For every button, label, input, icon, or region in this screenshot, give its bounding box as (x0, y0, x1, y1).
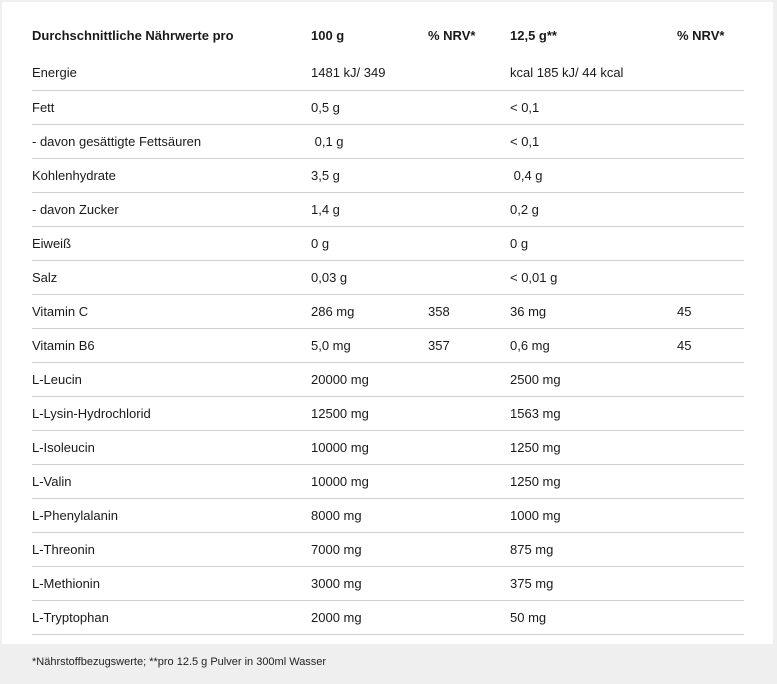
cell-per-serving: 0,2 g (510, 201, 539, 217)
cell-per-100g: 5,0 mg (311, 337, 351, 353)
cell-nutrient: L-Methionin (32, 575, 100, 591)
cell-nrv-serving (677, 124, 744, 158)
table-row (32, 192, 744, 226)
cell-nrv-serving (677, 532, 744, 566)
cell-nrv-100g (428, 498, 510, 532)
cell-nrv-serving (677, 396, 744, 430)
cell-nrv-serving (677, 464, 744, 498)
cell-nrv-serving (677, 192, 744, 226)
cell-nrv-100g (428, 532, 510, 566)
cell-nrv-100g (428, 566, 510, 600)
table-body (32, 56, 744, 634)
cell-nrv-100g: 358 (428, 303, 450, 319)
cell-nrv-serving: 45 (677, 337, 692, 353)
cell-nutrient: L-Valin (32, 473, 72, 489)
cell-nrv-100g (428, 158, 510, 192)
cell-nutrient: L-Phenylalanin (32, 507, 119, 523)
header-nrv-100g: % NRV* (428, 27, 476, 43)
cell-per-100g: 0,1 g (311, 133, 344, 149)
table-row (32, 226, 744, 260)
table-row (32, 464, 744, 498)
cell-nutrient: Eiweiß (32, 235, 72, 251)
cell-per-serving: 375 mg (510, 575, 554, 591)
cell-nutrient: - davon Zucker (32, 201, 119, 217)
header-per-100g: 100 g (311, 27, 345, 43)
cell-nrv-serving (677, 260, 744, 294)
table-row (32, 430, 744, 464)
cell-nrv-100g: 357 (428, 337, 450, 353)
cell-nrv-100g (428, 600, 510, 634)
cell-nutrient: L-Tryptophan (32, 609, 109, 625)
nutrition-panel (2, 2, 773, 644)
cell-nrv-100g (428, 56, 510, 90)
cell-per-serving: 1000 mg (510, 507, 561, 523)
cell-nrv-serving: 45 (677, 303, 692, 319)
cell-nutrient: Kohlenhydrate (32, 167, 116, 183)
cell-nutrient: L-Leucin (32, 371, 82, 387)
cell-nutrient: L-Lysin-Hydrochlorid (32, 405, 151, 421)
table-row (32, 260, 744, 294)
cell-nutrient: Energie (32, 65, 77, 81)
footnote: *Nährstoffbezugswerte; **pro 12.5 g Pulver in 300ml Wasser (32, 656, 327, 668)
cell-per-serving: 50 mg (510, 609, 547, 625)
cell-nrv-serving (677, 158, 744, 192)
cell-per-100g: 7000 mg (311, 541, 362, 557)
cell-nrv-100g (428, 192, 510, 226)
table-row (32, 498, 744, 532)
cell-per-serving: 1563 mg (510, 405, 561, 421)
cell-per-serving: 0 g (510, 235, 529, 251)
table-row (32, 532, 744, 566)
cell-per-100g: 286 mg (311, 303, 355, 319)
table-row (32, 158, 744, 192)
header-per-serving: 12,5 g** (510, 27, 557, 43)
cell-nrv-serving (677, 600, 744, 634)
cell-per-serving: kcal 185 kJ/ 44 kcal (510, 65, 624, 81)
cell-per-serving: 875 mg (510, 541, 554, 557)
cell-nrv-serving (677, 56, 744, 90)
table-row (32, 294, 744, 328)
cell-nutrient: - davon gesättigte Fettsäuren (32, 133, 202, 149)
table-header-row (32, 16, 744, 56)
cell-nutrient: L-Isoleucin (32, 439, 95, 455)
cell-nrv-100g (428, 90, 510, 124)
cell-per-100g: 2000 mg (311, 609, 362, 625)
cell-nrv-100g (428, 124, 510, 158)
cell-nutrient: L-Threonin (32, 541, 95, 557)
cell-per-100g: 0,5 g (311, 99, 340, 115)
table-row (32, 396, 744, 430)
table-row (32, 328, 744, 362)
cell-nrv-serving (677, 566, 744, 600)
cell-per-100g: 0 g (311, 235, 330, 251)
cell-nrv-serving (677, 226, 744, 260)
cell-nrv-serving (677, 498, 744, 532)
cell-nrv-100g (428, 464, 510, 498)
cell-per-100g: 20000 mg (311, 371, 369, 387)
cell-per-serving: 1250 mg (510, 439, 561, 455)
cell-nutrient: Salz (32, 269, 58, 285)
cell-nrv-serving (677, 90, 744, 124)
table-row (32, 362, 744, 396)
cell-per-serving: < 0,1 (510, 133, 540, 149)
header-nutrient: Durchschnittliche Nährwerte pro (32, 27, 234, 43)
cell-per-serving: 36 mg (510, 303, 547, 319)
cell-per-100g: 10000 mg (311, 473, 369, 489)
cell-nrv-serving (677, 430, 744, 464)
cell-per-100g: 1,4 g (311, 201, 340, 217)
cell-nrv-100g (428, 396, 510, 430)
cell-per-serving: 0,4 g (510, 167, 543, 183)
table-row (32, 600, 744, 634)
cell-nutrient: Vitamin C (32, 303, 89, 319)
cell-per-100g: 3,5 g (311, 167, 340, 183)
cell-per-serving: < 0,1 (510, 99, 540, 115)
cell-per-100g: 0,03 g (311, 269, 348, 285)
cell-per-serving: < 0,01 g (510, 269, 558, 285)
cell-nrv-100g (428, 430, 510, 464)
table-row (32, 90, 744, 124)
table-row (32, 56, 744, 90)
cell-per-serving: 0,6 mg (510, 337, 550, 353)
cell-nrv-100g (428, 260, 510, 294)
cell-per-100g: 3000 mg (311, 575, 362, 591)
nutrition-table (32, 16, 744, 635)
table-row (32, 124, 744, 158)
cell-per-serving: 1250 mg (510, 473, 561, 489)
cell-per-100g: 12500 mg (311, 405, 369, 421)
cell-nrv-100g (428, 362, 510, 396)
cell-nrv-serving (677, 362, 744, 396)
cell-nutrient: Fett (32, 99, 55, 115)
cell-per-100g: 8000 mg (311, 507, 362, 523)
header-nrv-serving: % NRV* (677, 27, 725, 43)
cell-nutrient: Vitamin B6 (32, 337, 95, 353)
table-row (32, 566, 744, 600)
cell-per-100g: 10000 mg (311, 439, 369, 455)
cell-per-serving: 2500 mg (510, 371, 561, 387)
cell-nrv-100g (428, 226, 510, 260)
cell-per-100g: 1481 kJ/ 349 (311, 65, 386, 81)
